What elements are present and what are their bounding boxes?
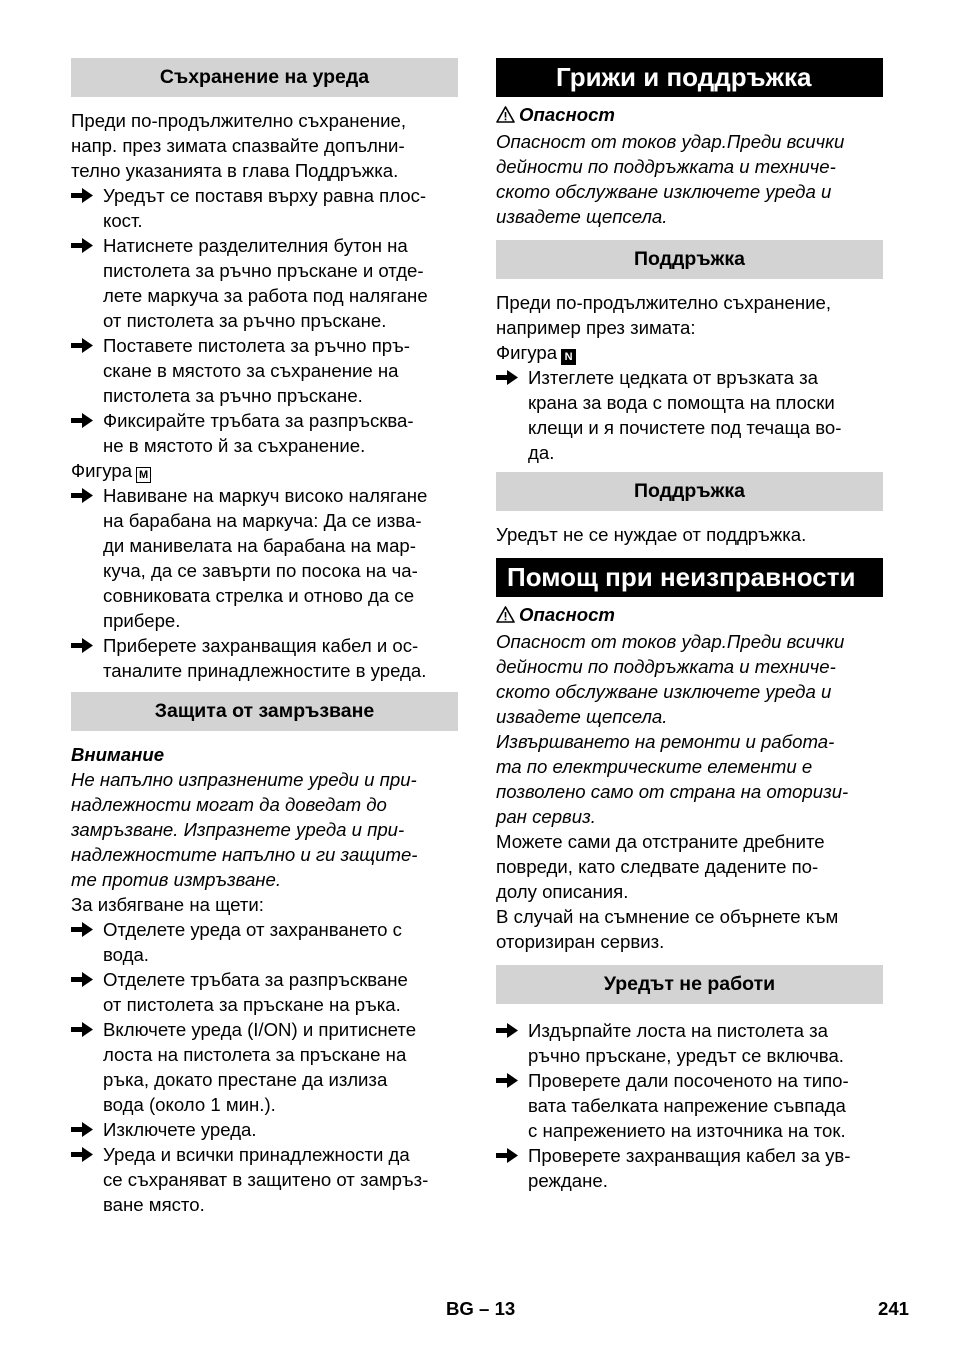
text-line: та по електрическите елементи е bbox=[496, 756, 813, 777]
main-heading-troubleshooting: Помощ при неизправности bbox=[496, 558, 883, 597]
arrow-right-icon bbox=[71, 972, 93, 987]
text-line: надлежностите напълно и ги защите- bbox=[71, 844, 418, 865]
frost-lead: За избягване на щети: bbox=[71, 894, 264, 915]
text-line: ване място. bbox=[103, 1194, 205, 1215]
arrow-right-icon bbox=[71, 413, 93, 428]
text-line: ското обслужване изключете уреда и bbox=[496, 681, 832, 702]
text-line: ди манивелата на барабана на мар- bbox=[103, 535, 416, 556]
left-column bbox=[71, 58, 458, 1217]
warning-triangle-icon bbox=[496, 104, 519, 129]
right-column bbox=[496, 58, 883, 1193]
text-line: Извършването на ремонти и работа- bbox=[496, 731, 835, 752]
section-heading-maintenance-2: Поддръжка bbox=[496, 472, 883, 511]
text-line: Проверете захранващия кабел за ув- bbox=[528, 1145, 851, 1166]
text-line: дейности по поддръжката и техниче- bbox=[496, 156, 836, 177]
repair-notice bbox=[496, 729, 883, 829]
text-line: Включете уреда (I/ON) и притиснете bbox=[103, 1019, 417, 1040]
text-line: Отделете тръбата за разпръскване bbox=[103, 969, 408, 990]
bullet-item bbox=[71, 333, 458, 408]
text-line: надлежности могат да доведат до bbox=[71, 794, 387, 815]
bullet-item bbox=[71, 233, 458, 333]
text-line: Опасност от токов удар.Преди всички bbox=[496, 631, 845, 652]
text-line: повреди, като следвате дадените по- bbox=[496, 856, 819, 877]
text-line: Натиснете разделителния бутон на bbox=[103, 235, 408, 256]
text-line: вода (около 1 мин.). bbox=[103, 1094, 276, 1115]
text-line: крана за вода с помощта на плоски bbox=[528, 392, 835, 413]
text-line: на барабана на маркуча: Да се изва- bbox=[103, 510, 422, 531]
section-heading-maintenance-1: Поддръжка bbox=[496, 240, 883, 279]
arrow-right-icon bbox=[496, 1148, 518, 1163]
bullet-item bbox=[71, 917, 458, 967]
text-line: кост. bbox=[103, 210, 143, 231]
bullet-item bbox=[71, 1117, 458, 1142]
text-line: с напрежението на източника на ток. bbox=[528, 1120, 846, 1141]
text-line: позволено само от страна на оторизи- bbox=[496, 781, 849, 802]
arrow-right-icon bbox=[496, 1073, 518, 1088]
text-line: Изключете уреда. bbox=[103, 1119, 257, 1140]
text-line: да. bbox=[528, 442, 555, 463]
arrow-right-icon bbox=[71, 338, 93, 353]
text-line: скане в мястото за съхранение на bbox=[103, 360, 399, 381]
bullet-item bbox=[71, 183, 458, 233]
caution-label: Внимание bbox=[71, 744, 165, 765]
danger-label-2: Опасност bbox=[496, 602, 883, 629]
danger-text-1 bbox=[496, 129, 883, 229]
section-heading-storage: Съхранение на уреда bbox=[71, 58, 458, 97]
bullet-item bbox=[71, 1142, 458, 1217]
text-line: вата табелката напрежение съвпада bbox=[528, 1095, 846, 1116]
text-line: ръчно пръскане, уредът се включва. bbox=[528, 1045, 844, 1066]
text-line: дейности по поддръжката и техниче- bbox=[496, 656, 836, 677]
storage-intro bbox=[71, 108, 458, 183]
text-line: Преди по-продължително съхранение, bbox=[71, 110, 407, 131]
figure-m-icon: M bbox=[136, 467, 151, 483]
text-line: лоста на пистолета за пръскане на bbox=[103, 1044, 407, 1065]
figure-n-icon: N bbox=[561, 349, 576, 365]
bullet-item bbox=[71, 483, 458, 633]
bullet-item bbox=[496, 365, 883, 465]
bullet-item bbox=[71, 1017, 458, 1117]
text-line: Отделете уреда от захранването с bbox=[103, 919, 402, 940]
caution-text bbox=[71, 767, 458, 892]
text-line: телно указанията в глава Поддръжка. bbox=[71, 160, 399, 181]
bullet-item bbox=[71, 967, 458, 1017]
text-line: Поставете пистолета за ръчно пръ- bbox=[103, 335, 410, 356]
bullet-item bbox=[496, 1068, 883, 1143]
arrow-right-icon bbox=[71, 1022, 93, 1037]
text-line: прибере. bbox=[103, 610, 181, 631]
bullet-item bbox=[496, 1143, 883, 1193]
footer-section-label: BG – 13 bbox=[446, 1298, 516, 1319]
troubleshooting-paragraph-2 bbox=[496, 904, 883, 954]
text-line: реждане. bbox=[528, 1170, 608, 1191]
text-line: пистолета за ръчно пръскане. bbox=[103, 385, 363, 406]
text-line: пистолета за ръчно пръскане и отде- bbox=[103, 260, 424, 281]
text-line: ръка, докато престане да излиза bbox=[103, 1069, 388, 1090]
storage-bullets-1 bbox=[71, 183, 458, 458]
main-heading-care: Грижи и поддръжка bbox=[496, 58, 883, 97]
section-heading-not-working: Уредът не работи bbox=[496, 965, 883, 1004]
arrow-right-icon bbox=[71, 638, 93, 653]
text-line: замръзване. Изпразнете уреда и при- bbox=[71, 819, 405, 840]
text-line: долу описания. bbox=[496, 881, 629, 902]
maintenance-note: Уредът не се нуждае от поддръжка. bbox=[496, 524, 807, 545]
text-line: Изтеглете цедката от връзката за bbox=[528, 367, 818, 388]
maintenance-intro bbox=[496, 290, 883, 340]
troubleshooting-paragraph-1 bbox=[496, 829, 883, 904]
text-line: например през зимата: bbox=[496, 317, 696, 338]
text-line: извадете щепсела. bbox=[496, 706, 668, 727]
section-heading-frost-protection: Защита от замръзване bbox=[71, 692, 458, 731]
text-line: Опасност от токов удар.Преди всички bbox=[496, 131, 845, 152]
text-line: таналите принадлежностите в уреда. bbox=[103, 660, 427, 681]
text-line: се съхраняват в защитено от замръз- bbox=[103, 1169, 429, 1190]
bullet-item bbox=[496, 1018, 883, 1068]
arrow-right-icon bbox=[71, 922, 93, 937]
text-line: клещи и я почистете под течаща во- bbox=[528, 417, 842, 438]
page-number: 241 bbox=[878, 1298, 910, 1319]
text-line: напр. през зимата спазвайте допълни- bbox=[71, 135, 405, 156]
text-line: Навиване на маркуч високо налягане bbox=[103, 485, 428, 506]
text-line: Проверете дали посоченото на типо- bbox=[528, 1070, 849, 1091]
danger-label-1: Опасност bbox=[496, 102, 883, 129]
warning-triangle-icon bbox=[496, 604, 519, 629]
text-line: Уреда и всички принадлежности да bbox=[103, 1144, 410, 1165]
text-line: В случай на съмнение се обърнете към bbox=[496, 906, 839, 927]
text-line: извадете щепсела. bbox=[496, 206, 668, 227]
bullet-item bbox=[71, 633, 458, 683]
text-line: те против измръзване. bbox=[71, 869, 282, 890]
text-line: куча, да се завърти по посока на ча- bbox=[103, 560, 418, 581]
arrow-right-icon bbox=[496, 370, 518, 385]
text-line: лете маркуча за работа под налягане bbox=[103, 285, 428, 306]
text-line: оторизиран сервиз. bbox=[496, 931, 665, 952]
text-line: Уредът се поставя върху равна плос- bbox=[103, 185, 427, 206]
text-line: Издърпайте лоста на пистолета за bbox=[528, 1020, 829, 1041]
bullet-item bbox=[71, 408, 458, 458]
text-line: от пистолета за ръчно пръскане. bbox=[103, 310, 387, 331]
text-line: вода. bbox=[103, 944, 149, 965]
text-line: Не напълно изпразнените уреди и при- bbox=[71, 769, 417, 790]
text-line: совниковата стрелка и отново да се bbox=[103, 585, 415, 606]
text-line: ран сервиз. bbox=[496, 806, 596, 827]
arrow-right-icon bbox=[71, 188, 93, 203]
frost-bullets bbox=[71, 917, 458, 1217]
text-line: Можете сами да отстраните дребните bbox=[496, 831, 825, 852]
text-line: от пистолета за пръскане на ръка. bbox=[103, 994, 401, 1015]
text-line: ското обслужване изключете уреда и bbox=[496, 181, 832, 202]
text-line: Фиксирайте тръбата за разпръсква- bbox=[103, 410, 414, 431]
storage-bullets-2 bbox=[71, 483, 458, 683]
arrow-right-icon bbox=[71, 238, 93, 253]
arrow-right-icon bbox=[496, 1023, 518, 1038]
text-line: Преди по-продължително съхранение, bbox=[496, 292, 832, 313]
maintenance-bullets bbox=[496, 365, 883, 465]
not-working-bullets bbox=[496, 1018, 883, 1193]
arrow-right-icon bbox=[71, 1147, 93, 1162]
arrow-right-icon bbox=[71, 488, 93, 503]
text-line: не в мястото й за съхранение. bbox=[103, 435, 366, 456]
danger-text-2 bbox=[496, 629, 883, 729]
arrow-right-icon bbox=[71, 1122, 93, 1137]
text-line: Приберете захранващия кабел и ос- bbox=[103, 635, 419, 656]
figure-reference-m: Фигура M bbox=[71, 458, 458, 483]
figure-reference-n: Фигура N bbox=[496, 340, 883, 365]
